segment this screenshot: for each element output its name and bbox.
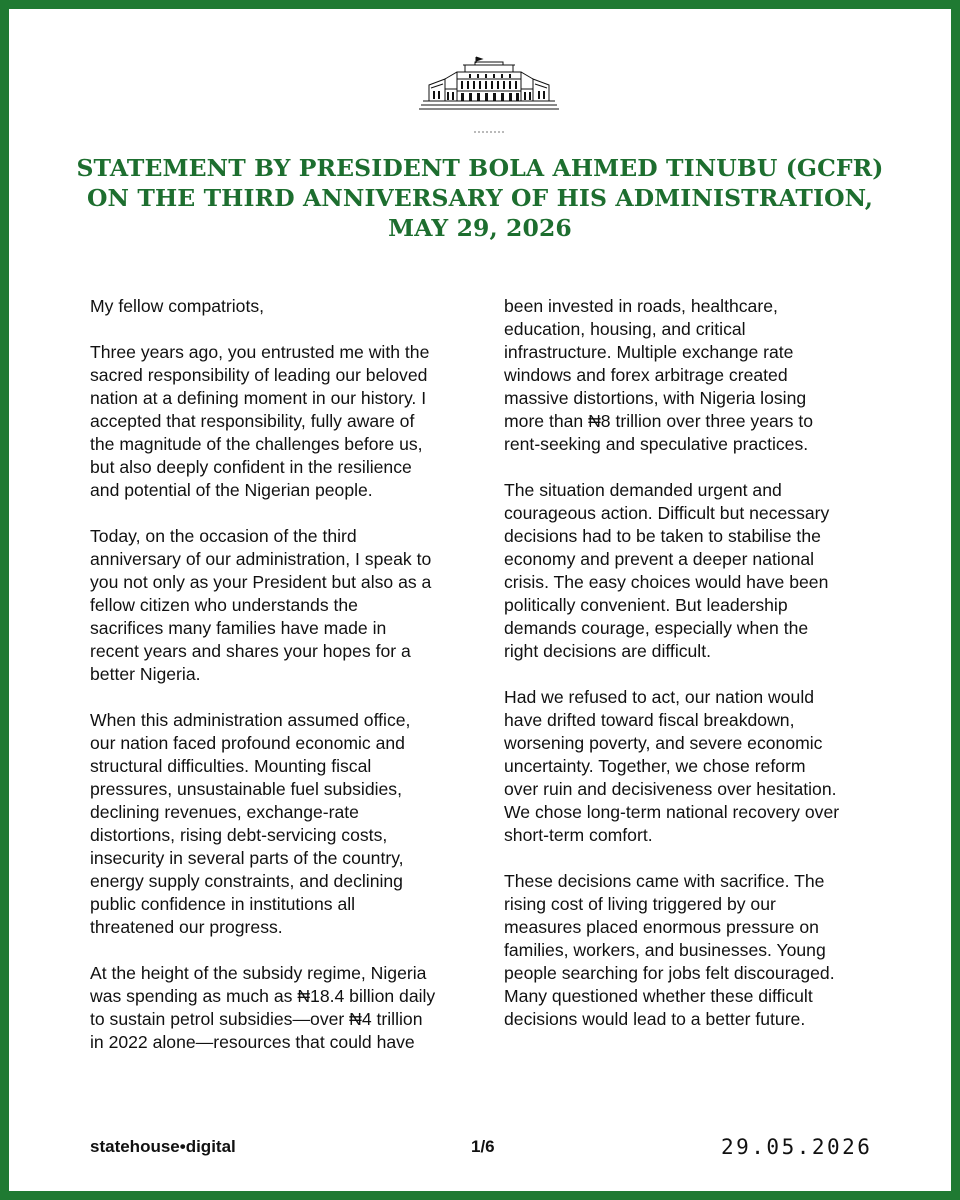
paragraph-line: fellow citizen who understands the — [90, 595, 358, 615]
footer-brand: statehouse•digital — [90, 1137, 236, 1156]
paragraph-line: our nation faced profound economic and — [90, 733, 405, 753]
paragraph-line: education, housing, and critical — [504, 319, 746, 339]
footer-date: 29.05.2026 — [721, 1135, 873, 1159]
paragraph-line: Three years ago, you entrusted me with the — [90, 342, 430, 362]
paragraph-line: accepted that responsibility, fully aware of — [90, 411, 415, 431]
paragraph — [90, 525, 480, 686]
paragraph-line: structural difficulties. Mounting fiscal — [90, 756, 372, 776]
paragraph — [504, 479, 894, 663]
paragraph-line: massive distortions, with Nigeria losing — [504, 388, 807, 408]
paragraph-line: energy supply constraints, and declining — [90, 871, 403, 891]
paragraph-line: short-term comfort. — [504, 825, 653, 845]
paragraph-line: decisions had to be taken to stabilise the — [504, 526, 821, 546]
paragraph-line: windows and forex arbitrage created — [504, 365, 788, 385]
paragraph-line: have drifted toward fiscal breakdown, — [504, 710, 795, 730]
paragraph-line: right decisions are difficult. — [504, 641, 711, 661]
paragraph-line: courageous action. Difficult but necessary — [504, 503, 830, 523]
paragraph-line: Today, on the occasion of the third — [90, 526, 357, 546]
paragraph-line: Had we refused to act, our nation would — [504, 687, 815, 707]
paragraph — [90, 295, 480, 318]
statement-column-left — [90, 295, 480, 1077]
paragraph-line: more than ₦8 trillion over three years to — [504, 411, 814, 431]
paragraph-line: sacrifices many families have made in — [90, 618, 387, 638]
paragraph-line: Many questioned whether these difficult — [504, 986, 813, 1006]
paragraph-line: measures placed enormous pressure on — [504, 917, 819, 937]
paragraph-line: but also deeply confident in the resilience — [90, 457, 412, 477]
paragraph — [90, 962, 480, 1054]
paragraph-line: declining revenues, exchange-rate — [90, 802, 359, 822]
paragraph-line: insecurity in several parts of the country, — [90, 848, 404, 868]
paragraph-line: sacred responsibility of leading our beloved — [90, 365, 428, 385]
paragraph-line: the magnitude of the challenges before us, — [90, 434, 423, 454]
paragraph-line: distortions, rising debt-servicing costs, — [90, 825, 388, 845]
paragraph-line: politically convenient. But leadership — [504, 595, 788, 615]
paragraph-line: nation at a defining moment in our history. I — [90, 388, 427, 408]
paragraph-line: threatened our progress. — [90, 917, 283, 937]
paragraph-line: recent years and shares your hopes for a — [90, 641, 411, 661]
paragraph-line: been invested in roads, healthcare, — [504, 296, 778, 316]
paragraph-line: pressures, unsustainable fuel subsidies, — [90, 779, 402, 799]
paragraph-line: better Nigeria. — [90, 664, 201, 684]
title-line: STATEMENT BY PRESIDENT BOLA AHMED TINUBU (GCFR) — [76, 154, 884, 182]
paragraph-line: rent-seeking and speculative practices. — [504, 434, 809, 454]
title-line: ON THE THIRD ANNIVERSARY OF HIS ADMINISTRATION, — [86, 184, 874, 212]
statement-title — [49, 153, 911, 243]
paragraph-line: These decisions came with sacrifice. The — [504, 871, 825, 891]
paragraph-line: decisions would lead to a better future. — [504, 1009, 806, 1029]
paragraph — [504, 870, 894, 1031]
title-line: MAY 29, 2026 — [388, 214, 572, 242]
statehouse-building-icon — [417, 55, 561, 135]
paragraph-line: public confidence in institutions all — [90, 894, 356, 914]
paragraph-line: The situation demanded urgent and — [504, 480, 782, 500]
paragraph-line: My fellow compatriots, — [90, 296, 265, 316]
paragraph — [504, 686, 894, 847]
paragraph-line: to sustain petrol subsidies—over ₦4 trillion — [90, 1009, 423, 1029]
paragraph-line: families, workers, and businesses. Young — [504, 940, 826, 960]
paragraph-line: uncertainty. Together, we chose reform — [504, 756, 806, 776]
paragraph-line: When this administration assumed office, — [90, 710, 411, 730]
statement-column-right — [504, 295, 894, 1054]
paragraph-line: was spending as much as ₦18.4 billion daily — [90, 986, 436, 1006]
paragraph-line: in 2022 alone—resources that could have — [90, 1032, 415, 1052]
paragraph-line: economy and prevent a deeper national — [504, 549, 815, 569]
paragraph-line: At the height of the subsidy regime, Nigeria — [90, 963, 427, 983]
paragraph — [90, 709, 480, 939]
paragraph — [90, 341, 480, 502]
paragraph-line: crisis. The easy choices would have been — [504, 572, 829, 592]
paragraph-line: infrastructure. Multiple exchange rate — [504, 342, 794, 362]
paragraph-line: and potential of the Nigerian people. — [90, 480, 373, 500]
paragraph-line: you not only as your President but also as a — [90, 572, 432, 592]
paragraph-line: people searching for jobs felt discouraged. — [504, 963, 835, 983]
paragraph-line: worsening poverty, and severe economic — [504, 733, 823, 753]
paragraph-line: rising cost of living triggered by our — [504, 894, 776, 914]
paragraph-line: over ruin and decisiveness over hesitation. — [504, 779, 837, 799]
paragraph-line: demands courage, especially when the — [504, 618, 809, 638]
paragraph — [504, 295, 894, 456]
paragraph-line: We chose long-term national recovery over — [504, 802, 840, 822]
page-number: 1/6 — [471, 1137, 495, 1156]
paragraph-line: anniversary of our administration, I speak to — [90, 549, 432, 569]
